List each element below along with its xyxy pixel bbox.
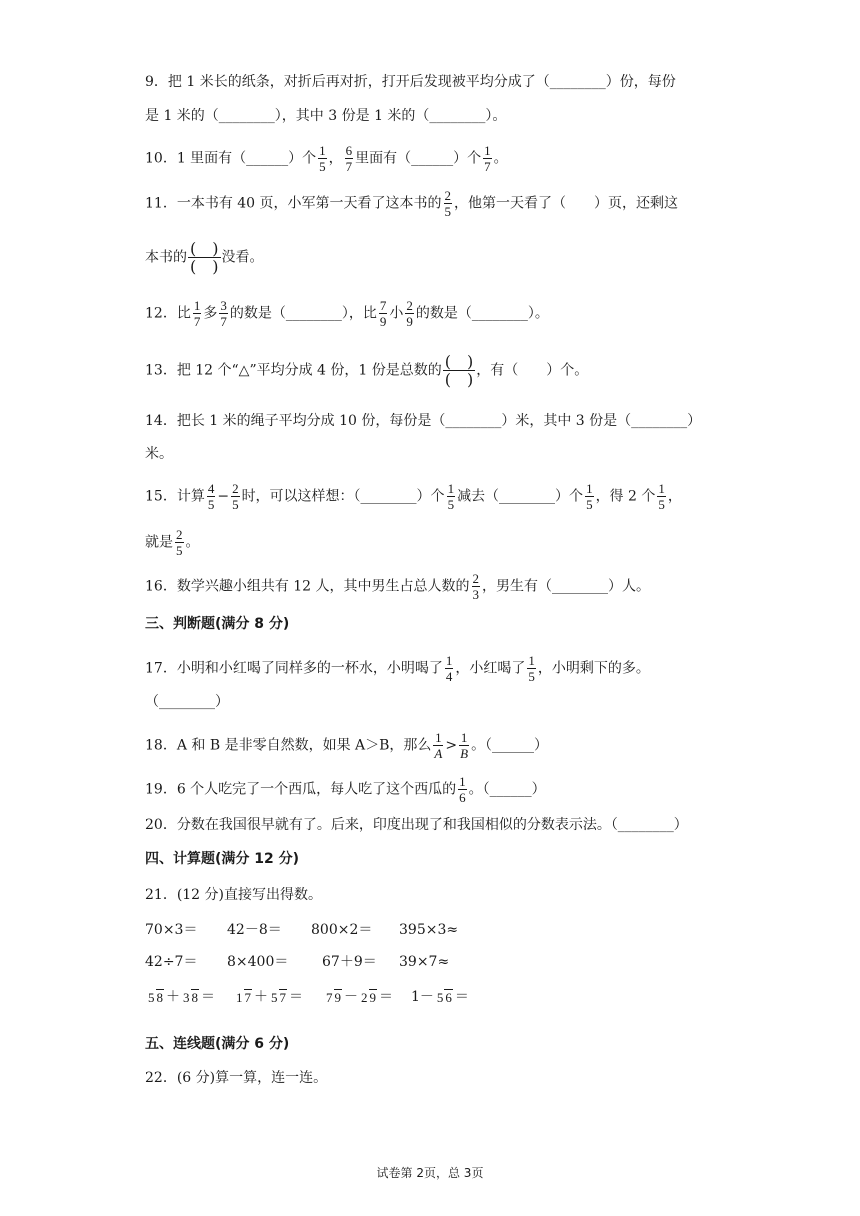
numerator: 5	[271, 990, 278, 1005]
q10-text-c: 里面有（______）个	[355, 150, 482, 167]
numerator: 6	[345, 143, 353, 158]
numerator: 1	[447, 481, 455, 496]
q17-text-a: 17．小明和小红喝了同样多的一杯水，小明喝了	[145, 660, 443, 677]
calc-row-2	[145, 951, 449, 973]
q17-text-c: ，小明剩下的多。	[537, 660, 650, 677]
fraction	[231, 481, 240, 512]
q21: 21．(12 分)直接写出得数。	[145, 887, 323, 903]
numerator: 1	[435, 730, 442, 745]
fraction	[657, 481, 666, 512]
q19-text-a: 19．6 个人吃完了一个西瓜，每人吃了这个西瓜的	[145, 781, 457, 798]
q17-text-b: ，小红喝了	[455, 660, 526, 677]
fraction	[379, 298, 388, 329]
denominator: 7	[345, 159, 353, 174]
fraction	[444, 188, 453, 219]
section-heading-matching: 五、连线题(满分 6 分)	[145, 1036, 290, 1052]
q15-text-h: 。	[185, 534, 200, 551]
numerator: 4	[207, 481, 215, 496]
fraction	[147, 989, 164, 1005]
denominator: 5	[444, 204, 452, 219]
q11-line2	[145, 240, 264, 275]
numerator: 1	[460, 730, 468, 745]
numerator: 2	[232, 481, 239, 496]
denominator: 5	[586, 497, 593, 512]
q12-text-a: 12．比	[145, 305, 191, 322]
calc-item	[233, 986, 323, 1008]
equals-sign: ＝	[289, 989, 303, 1005]
fraction	[235, 989, 252, 1005]
fraction	[360, 989, 377, 1005]
q11-text-a: 11．一本书有 40 页，小军第一天看了这本书的	[145, 195, 442, 212]
q12-text-b: 多	[203, 305, 218, 322]
fraction	[207, 481, 216, 512]
q15-text-a: 15．计算	[145, 488, 205, 505]
calc-item: 800×2＝	[311, 922, 373, 938]
numerator: 1	[319, 143, 326, 158]
q14-text-2: 米。	[145, 446, 173, 462]
fraction	[219, 298, 228, 329]
calc-item: 67＋9＝	[322, 954, 377, 970]
blank-fraction[interactable]	[188, 240, 221, 275]
denominator: 5	[207, 497, 215, 512]
q22: 22．(6 分)算一算，连一连。	[145, 1070, 328, 1086]
calc-row-1	[145, 919, 458, 941]
q19-text-b: 。（______）	[468, 781, 546, 798]
numerator: 2	[444, 188, 452, 203]
denominator: 5	[528, 669, 535, 684]
fraction	[433, 730, 443, 761]
denominator: 9	[334, 990, 341, 1005]
blank-denominator: ( )	[444, 370, 474, 389]
denominator: 5	[232, 497, 239, 512]
denominator: B	[460, 746, 469, 761]
q18-text-b: 。（______）	[471, 737, 549, 754]
blank-denominator: ( )	[190, 257, 219, 276]
fraction	[345, 143, 354, 174]
numerator: 1	[484, 143, 491, 158]
denominator: 8	[156, 990, 163, 1005]
q19	[145, 774, 546, 805]
fraction	[182, 989, 199, 1005]
numerator: 2	[361, 990, 368, 1005]
q15-line2	[145, 527, 200, 558]
q9-text-2: 是 1 米的（________），其中 3 份是 1 米的（________）。	[145, 108, 507, 124]
calc-item: 70×3＝	[145, 922, 198, 938]
whole-number-minus: 1－	[411, 989, 434, 1005]
greater-than-sign: >	[445, 737, 458, 754]
minus-sign: －	[344, 989, 358, 1005]
q16-text-b: ，男生有（________）人。	[482, 578, 651, 595]
numerator: 1	[459, 774, 466, 789]
fraction	[458, 774, 467, 805]
q11-line1	[145, 188, 678, 219]
denominator: 6	[459, 790, 466, 805]
denominator: 8	[191, 990, 198, 1005]
q13-text-b: ，有（ ）个。	[476, 362, 589, 379]
denominator: 5	[176, 543, 183, 558]
denominator: 3	[472, 587, 480, 602]
q12-text-c: 的数是（________），比	[229, 305, 377, 322]
blank-numerator: ( )	[190, 239, 219, 258]
numerator: 1	[236, 990, 243, 1005]
numerator: 1	[658, 481, 665, 496]
calc-item	[323, 986, 411, 1008]
fraction	[270, 989, 287, 1005]
q10-text-b: ，	[328, 150, 343, 167]
denominator: 5	[319, 159, 326, 174]
denominator: 5	[658, 497, 665, 512]
plus-sign: ＋	[166, 989, 180, 1005]
q15-text-c: 减去（________）个	[457, 488, 584, 505]
q15-line1	[145, 481, 682, 512]
q10-text-e: 。	[493, 150, 508, 167]
calc-item	[411, 986, 469, 1008]
numerator: 2	[406, 298, 413, 313]
q15-text-g: ，	[667, 488, 682, 505]
numerator: 1	[193, 298, 201, 313]
numerator: 3	[220, 298, 227, 313]
q12	[145, 298, 549, 329]
q16-text-a: 16．数学兴趣小组共有 12 人，其中男生占总人数的	[145, 578, 470, 595]
fraction	[527, 653, 536, 684]
fraction	[483, 143, 492, 174]
q16	[145, 571, 650, 602]
calc-item: 39×7≈	[399, 954, 450, 970]
plus-sign: ＋	[254, 989, 268, 1005]
equals-sign: ＝	[454, 989, 469, 1005]
q11-text-c: 本书的	[145, 249, 187, 266]
fraction	[585, 481, 594, 512]
q12-text-g: 的数是（________）。	[415, 305, 549, 322]
fraction	[193, 298, 202, 329]
page-footer: 试卷第 2页，总 3页	[376, 1166, 484, 1180]
q14-text: 14．把长 1 米的绳子平均分成 10 份，每份是（________）米，其中 3 份是（________）	[145, 413, 702, 429]
calc-item: 395×3≈	[399, 922, 459, 938]
numerator: 2	[176, 527, 183, 542]
fraction	[405, 298, 414, 329]
equals-sign: ＝	[379, 989, 393, 1005]
numerator: 3	[183, 990, 190, 1005]
q17-line1	[145, 653, 650, 684]
minus-sign: −	[217, 488, 230, 505]
q9-line2	[145, 105, 506, 127]
q15-text-e: ，得 2 个	[595, 488, 656, 505]
q18	[145, 730, 548, 761]
numerator: 1	[528, 653, 535, 668]
numerator: 7	[326, 990, 333, 1005]
numerator: 5	[436, 990, 444, 1005]
equals-sign: ＝	[201, 989, 215, 1005]
fraction	[447, 481, 456, 512]
fraction	[325, 989, 342, 1005]
q20: 20．分数在我国很早就有了。后来，印度出现了和我国相似的分数表示法。（________）	[145, 817, 688, 833]
q9-text: 9．把 1 米长的纸条，对折后再对折，打开后发现被平均分成了（________）份，每份	[145, 74, 676, 90]
calc-item: 8×400＝	[227, 954, 289, 970]
fraction	[318, 143, 327, 174]
q10-text-a: 10．1 里面有（______）个	[145, 150, 317, 167]
numerator: 7	[379, 298, 387, 313]
denominator: 7	[193, 314, 201, 329]
numerator: 1	[586, 481, 593, 496]
denominator: 9	[369, 990, 376, 1005]
denominator: 7	[279, 990, 286, 1005]
q15-text-l2: 就是	[145, 534, 173, 551]
calc-item: 42－8＝	[227, 922, 282, 938]
blank-numerator: ( )	[444, 352, 474, 371]
q14-line1	[145, 410, 701, 432]
q13-text-a: 13．把 12 个“△”平均分成 4 份，1 份是总数的	[145, 362, 442, 379]
numerator: 5	[148, 990, 155, 1005]
q12-text-e: 小	[389, 305, 404, 322]
denominator: 7	[220, 314, 227, 329]
fraction	[436, 989, 453, 1005]
q9-line1	[145, 71, 676, 93]
denominator: 5	[447, 497, 455, 512]
calc-row-3	[145, 986, 469, 1008]
numerator: 1	[445, 653, 453, 668]
denominator: 4	[445, 669, 453, 684]
denominator: 6	[445, 990, 452, 1005]
fraction	[175, 527, 184, 558]
fraction	[445, 653, 454, 684]
calc-item	[145, 986, 233, 1008]
q11-text-b: ，他第一天看了（ ）页，还剩这	[454, 195, 679, 212]
q13	[145, 353, 588, 388]
section-heading-calculation: 四、计算题(满分 12 分)	[145, 851, 300, 867]
q10	[145, 143, 508, 174]
q17-line2	[145, 691, 229, 713]
denominator: 9	[406, 314, 413, 329]
q18-text-a: 18．A 和 B 是非零自然数，如果 A＞B，那么	[145, 737, 432, 754]
fraction	[472, 571, 481, 602]
denominator: A	[434, 746, 443, 761]
denominator: 7	[484, 159, 491, 174]
denominator: 9	[379, 314, 387, 329]
section-heading-judgement: 三、判断题(满分 8 分)	[145, 616, 290, 632]
calc-item: 42÷7＝	[145, 954, 198, 970]
blank-fraction[interactable]	[443, 353, 476, 388]
q17-answer-blank: （________）	[145, 694, 229, 710]
denominator: 7	[244, 990, 251, 1005]
numerator: 2	[472, 571, 480, 586]
q11-text-e: 没看。	[221, 249, 264, 266]
q14-line2	[145, 443, 173, 465]
q15-text-b: 时，可以这样想：（________）个	[241, 488, 445, 505]
fraction	[459, 730, 469, 761]
